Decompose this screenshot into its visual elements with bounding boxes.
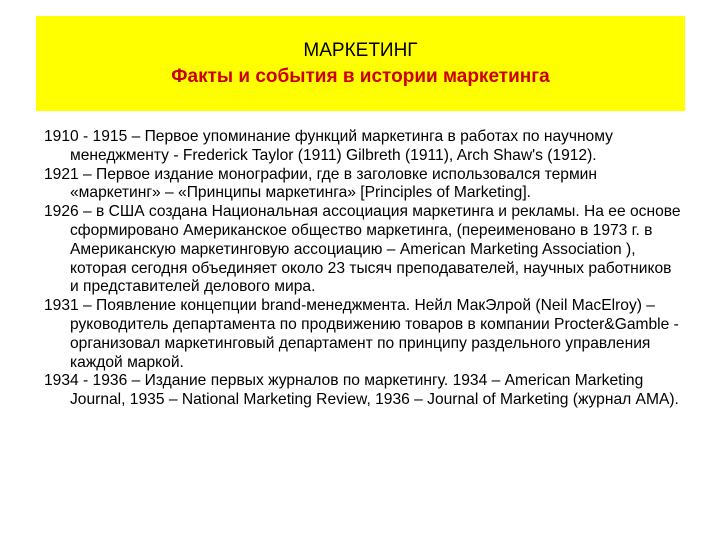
- timeline-entry-1910: 1910 - 1915 – Первое упоминание функций маркетинга в работах по научному менеджменту - Frederick Taylor (1911) Gilbreth (1911), Arch Shaw's (1912).: [44, 128, 613, 164]
- timeline-entry-1934: 1934 - 1936 – Издание первых журналов по маркетингу. 1934 – American Marketing Journal, 1935 – National Marketing Review, 1936 – Journal of Marketing (журнал АМА).: [44, 372, 679, 409]
- timeline-text: [44, 128, 684, 410]
- timeline-entry-1931: 1931 – Появление концепции brand-менеджмента. Нейл МакЭлрой (Neil MacElroy) – руководитель департамента по продвижению товаров в компании Procter&Gamble - организовал маркетинговый департамент по принципу раздельного управления каждой маркой.: [44, 297, 679, 371]
- timeline-entry-1926: 1926 – в США создана Национальная ассоциация маркетинга и рекламы. На ее основе сформировано Американское общество маркетинга, (переименовано в 1973 г. в Американскую маркетинговую ассоциацию – American Marketing Association ), которая сегодня объединяет около 23 тысяч преподавателей, научных работников и представителей делового мира.: [44, 203, 681, 296]
- timeline-entry-1921: 1921 – Первое издание монографии, где в заголовке использовался термин «маркетинг» – «Принципы маркетинга» [Principles of Marketing].: [44, 165, 598, 202]
- slide-subtitle: Факты и события в истории маркетинга: [171, 66, 550, 87]
- title-banner: [36, 16, 685, 111]
- slide-title: МАРКЕТИНГ: [303, 40, 418, 61]
